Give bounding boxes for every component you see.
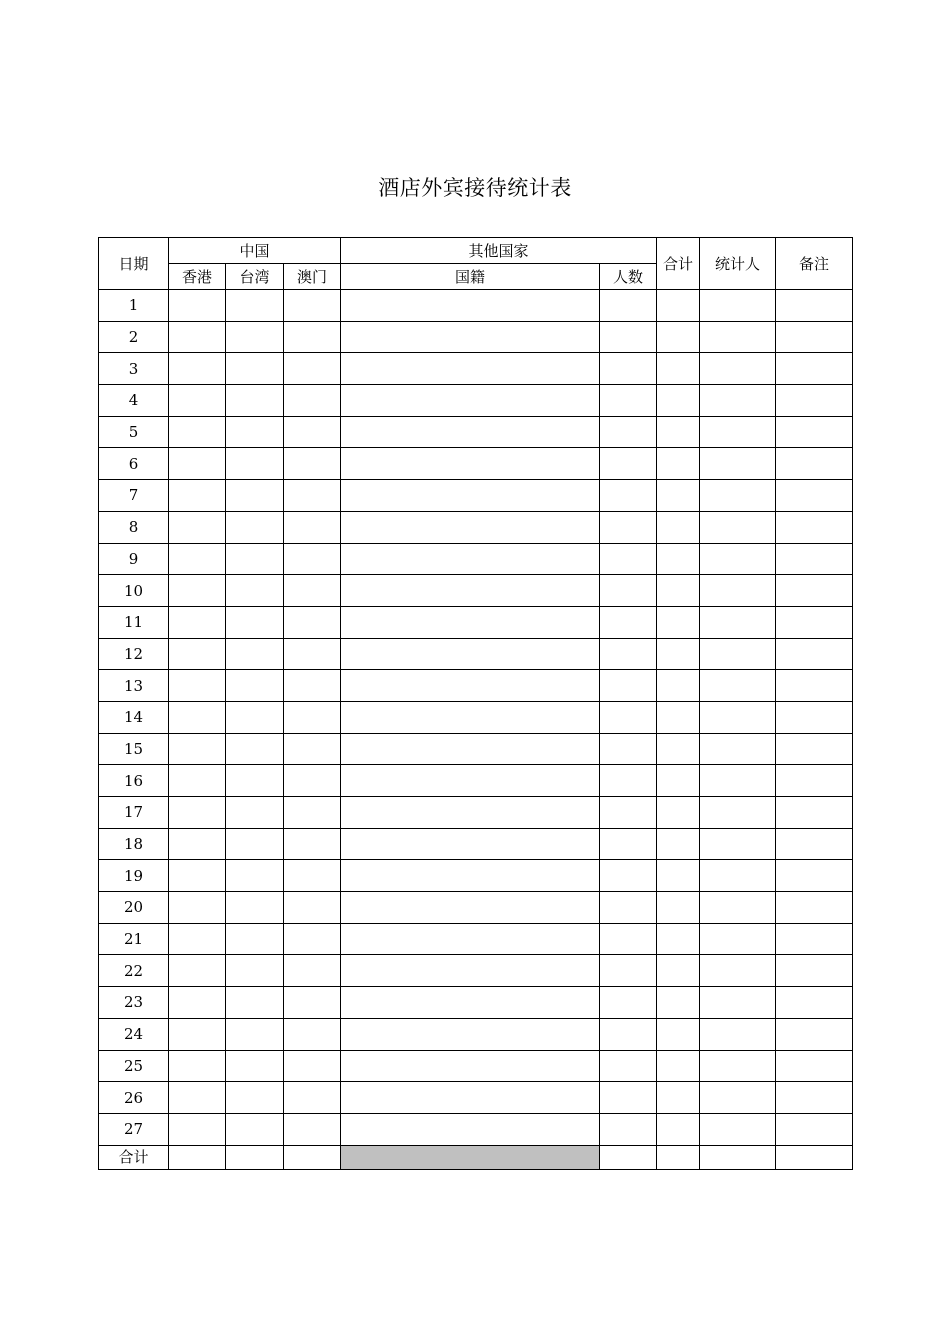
- remarks-cell[interactable]: [776, 480, 853, 512]
- remarks-cell[interactable]: [776, 797, 853, 829]
- recorder-cell[interactable]: [700, 670, 776, 702]
- page-title: 酒店外宾接待统计表: [378, 176, 572, 200]
- macau-cell[interactable]: [284, 797, 341, 829]
- taiwan-cell[interactable]: [226, 987, 284, 1019]
- table-row: [99, 385, 853, 417]
- date-cell: 18: [99, 828, 169, 860]
- taiwan-cell[interactable]: [226, 923, 284, 955]
- recorder-cell[interactable]: [700, 1018, 776, 1050]
- recorder-cell[interactable]: [700, 448, 776, 480]
- count-cell[interactable]: [600, 923, 657, 955]
- date-cell: 24: [99, 1018, 169, 1050]
- subtotal-cell[interactable]: [657, 575, 700, 607]
- table-row: [99, 1082, 853, 1114]
- hongkong-cell[interactable]: [169, 575, 226, 607]
- recorder-cell[interactable]: [700, 828, 776, 860]
- nationality-cell[interactable]: [341, 828, 600, 860]
- table-row: [99, 987, 853, 1019]
- macau-cell[interactable]: [284, 1050, 341, 1082]
- table-row: [99, 797, 853, 829]
- subtotal-cell[interactable]: [657, 955, 700, 987]
- hongkong-cell[interactable]: [169, 638, 226, 670]
- date-cell: 6: [99, 448, 169, 480]
- count-cell[interactable]: [600, 1082, 657, 1114]
- subtotal-cell[interactable]: [657, 511, 700, 543]
- count-cell[interactable]: [600, 606, 657, 638]
- nationality-cell[interactable]: [341, 353, 600, 385]
- nationality-cell[interactable]: [341, 511, 600, 543]
- subtotal-cell[interactable]: [657, 670, 700, 702]
- count-cell[interactable]: [600, 290, 657, 322]
- table-row: [99, 1113, 853, 1145]
- count-cell[interactable]: [600, 353, 657, 385]
- count-cell[interactable]: [600, 955, 657, 987]
- table-row: [99, 638, 853, 670]
- hongkong-cell[interactable]: [169, 765, 226, 797]
- macau-cell[interactable]: [284, 480, 341, 512]
- count-cell[interactable]: [600, 701, 657, 733]
- count-cell[interactable]: [600, 1113, 657, 1145]
- header-china: 中国: [169, 238, 341, 264]
- taiwan-cell[interactable]: [226, 1082, 284, 1114]
- recorder-cell[interactable]: [700, 321, 776, 353]
- total-count-cell[interactable]: [600, 1145, 657, 1169]
- remarks-cell[interactable]: [776, 416, 853, 448]
- nationality-cell[interactable]: [341, 638, 600, 670]
- date-cell: 9: [99, 543, 169, 575]
- taiwan-cell[interactable]: [226, 638, 284, 670]
- table-row: [99, 1018, 853, 1050]
- hongkong-cell[interactable]: [169, 955, 226, 987]
- table-row: [99, 955, 853, 987]
- count-cell[interactable]: [600, 543, 657, 575]
- hongkong-cell[interactable]: [169, 1050, 226, 1082]
- taiwan-cell[interactable]: [226, 575, 284, 607]
- nationality-cell[interactable]: [341, 797, 600, 829]
- nationality-cell[interactable]: [341, 575, 600, 607]
- hongkong-cell[interactable]: [169, 923, 226, 955]
- table-row: [99, 353, 853, 385]
- count-cell[interactable]: [600, 385, 657, 417]
- recorder-cell[interactable]: [700, 353, 776, 385]
- hongkong-cell[interactable]: [169, 733, 226, 765]
- recorder-cell[interactable]: [700, 1082, 776, 1114]
- nationality-cell[interactable]: [341, 860, 600, 892]
- subtotal-cell[interactable]: [657, 1018, 700, 1050]
- recorder-cell[interactable]: [700, 543, 776, 575]
- remarks-cell[interactable]: [776, 701, 853, 733]
- recorder-cell[interactable]: [700, 480, 776, 512]
- subtotal-cell[interactable]: [657, 1050, 700, 1082]
- subtotal-cell[interactable]: [657, 733, 700, 765]
- remarks-cell[interactable]: [776, 321, 853, 353]
- date-cell: 15: [99, 733, 169, 765]
- remarks-cell[interactable]: [776, 290, 853, 322]
- subtotal-cell[interactable]: [657, 701, 700, 733]
- nationality-cell[interactable]: [341, 987, 600, 1019]
- remarks-cell[interactable]: [776, 575, 853, 607]
- date-cell: 8: [99, 511, 169, 543]
- subtotal-cell[interactable]: [657, 353, 700, 385]
- recorder-cell[interactable]: [700, 955, 776, 987]
- table-row: [99, 923, 853, 955]
- macau-cell[interactable]: [284, 638, 341, 670]
- date-cell: 21: [99, 923, 169, 955]
- count-cell[interactable]: [600, 733, 657, 765]
- header-other-countries: 其他国家: [341, 238, 657, 264]
- count-cell[interactable]: [600, 575, 657, 607]
- visitor-stats-table: [98, 237, 853, 1170]
- nationality-cell[interactable]: [341, 892, 600, 924]
- recorder-cell[interactable]: [700, 892, 776, 924]
- recorder-cell[interactable]: [700, 511, 776, 543]
- date-cell: 5: [99, 416, 169, 448]
- macau-cell[interactable]: [284, 733, 341, 765]
- nationality-cell[interactable]: [341, 290, 600, 322]
- hongkong-cell[interactable]: [169, 606, 226, 638]
- remarks-cell[interactable]: [776, 638, 853, 670]
- taiwan-cell[interactable]: [226, 448, 284, 480]
- recorder-cell[interactable]: [700, 1113, 776, 1145]
- subtotal-cell[interactable]: [657, 385, 700, 417]
- header-subtotal: 合计: [657, 238, 700, 290]
- macau-cell[interactable]: [284, 575, 341, 607]
- subtotal-cell[interactable]: [657, 765, 700, 797]
- date-cell: 13: [99, 670, 169, 702]
- macau-cell[interactable]: [284, 448, 341, 480]
- macau-cell[interactable]: [284, 321, 341, 353]
- nationality-cell[interactable]: [341, 321, 600, 353]
- taiwan-cell[interactable]: [226, 1050, 284, 1082]
- recorder-cell[interactable]: [700, 860, 776, 892]
- table-row: [99, 701, 853, 733]
- subtotal-cell[interactable]: [657, 860, 700, 892]
- table-row: [99, 1050, 853, 1082]
- remarks-cell[interactable]: [776, 892, 853, 924]
- date-cell: 20: [99, 892, 169, 924]
- hongkong-cell[interactable]: [169, 892, 226, 924]
- total-label: 合计: [99, 1145, 169, 1169]
- count-cell[interactable]: [600, 860, 657, 892]
- hongkong-cell[interactable]: [169, 987, 226, 1019]
- recorder-cell[interactable]: [700, 575, 776, 607]
- taiwan-cell[interactable]: [226, 765, 284, 797]
- taiwan-cell[interactable]: [226, 353, 284, 385]
- subtotal-cell[interactable]: [657, 1113, 700, 1145]
- header-recorder: 统计人: [700, 238, 776, 290]
- total-nationality-cell: [341, 1145, 600, 1169]
- taiwan-cell[interactable]: [226, 511, 284, 543]
- subtotal-cell[interactable]: [657, 892, 700, 924]
- remarks-cell[interactable]: [776, 606, 853, 638]
- macau-cell[interactable]: [284, 606, 341, 638]
- date-cell: 11: [99, 606, 169, 638]
- date-cell: 27: [99, 1113, 169, 1145]
- remarks-cell[interactable]: [776, 955, 853, 987]
- subtotal-cell[interactable]: [657, 606, 700, 638]
- recorder-cell[interactable]: [700, 923, 776, 955]
- macau-cell[interactable]: [284, 828, 341, 860]
- hongkong-cell[interactable]: [169, 321, 226, 353]
- subtotal-cell[interactable]: [657, 321, 700, 353]
- subtotal-cell[interactable]: [657, 923, 700, 955]
- date-cell: 17: [99, 797, 169, 829]
- table-row: [99, 606, 853, 638]
- taiwan-cell[interactable]: [226, 955, 284, 987]
- nationality-cell[interactable]: [341, 480, 600, 512]
- date-cell: 3: [99, 353, 169, 385]
- hongkong-cell[interactable]: [169, 353, 226, 385]
- macau-cell[interactable]: [284, 1113, 341, 1145]
- total-recorder-cell[interactable]: [700, 1145, 776, 1169]
- table-row: [99, 733, 853, 765]
- macau-cell[interactable]: [284, 860, 341, 892]
- date-cell: 19: [99, 860, 169, 892]
- nationality-cell[interactable]: [341, 670, 600, 702]
- nationality-cell[interactable]: [341, 606, 600, 638]
- date-cell: 23: [99, 987, 169, 1019]
- recorder-cell[interactable]: [700, 1050, 776, 1082]
- hongkong-cell[interactable]: [169, 860, 226, 892]
- count-cell[interactable]: [600, 1050, 657, 1082]
- taiwan-cell[interactable]: [226, 321, 284, 353]
- remarks-cell[interactable]: [776, 733, 853, 765]
- table-row: [99, 543, 853, 575]
- date-cell: 22: [99, 955, 169, 987]
- remarks-cell[interactable]: [776, 448, 853, 480]
- date-cell: 10: [99, 575, 169, 607]
- nationality-cell[interactable]: [341, 1050, 600, 1082]
- remarks-cell[interactable]: [776, 543, 853, 575]
- count-cell[interactable]: [600, 416, 657, 448]
- hongkong-cell[interactable]: [169, 290, 226, 322]
- nationality-cell[interactable]: [341, 543, 600, 575]
- macau-cell[interactable]: [284, 1018, 341, 1050]
- hongkong-cell[interactable]: [169, 511, 226, 543]
- count-cell[interactable]: [600, 321, 657, 353]
- subtotal-cell[interactable]: [657, 1082, 700, 1114]
- nationality-cell[interactable]: [341, 733, 600, 765]
- table-row: [99, 765, 853, 797]
- macau-cell[interactable]: [284, 353, 341, 385]
- macau-cell[interactable]: [284, 543, 341, 575]
- hongkong-cell[interactable]: [169, 480, 226, 512]
- taiwan-cell[interactable]: [226, 480, 284, 512]
- date-cell: 12: [99, 638, 169, 670]
- remarks-cell[interactable]: [776, 860, 853, 892]
- nationality-cell[interactable]: [341, 765, 600, 797]
- total-subtotal-cell[interactable]: [657, 1145, 700, 1169]
- remarks-cell[interactable]: [776, 1113, 853, 1145]
- recorder-cell[interactable]: [700, 638, 776, 670]
- header-remarks: 备注: [776, 238, 853, 290]
- recorder-cell[interactable]: [700, 987, 776, 1019]
- hongkong-cell[interactable]: [169, 701, 226, 733]
- hongkong-cell[interactable]: [169, 828, 226, 860]
- macau-cell[interactable]: [284, 670, 341, 702]
- taiwan-cell[interactable]: [226, 733, 284, 765]
- header-count: 人数: [600, 264, 657, 290]
- taiwan-cell[interactable]: [226, 543, 284, 575]
- hongkong-cell[interactable]: [169, 797, 226, 829]
- header-nationality: 国籍: [341, 264, 600, 290]
- macau-cell[interactable]: [284, 385, 341, 417]
- macau-cell[interactable]: [284, 987, 341, 1019]
- count-cell[interactable]: [600, 511, 657, 543]
- subtotal-cell[interactable]: [657, 416, 700, 448]
- count-cell[interactable]: [600, 1018, 657, 1050]
- date-cell: 26: [99, 1082, 169, 1114]
- table-row: [99, 448, 853, 480]
- macau-cell[interactable]: [284, 955, 341, 987]
- total-hongkong-cell[interactable]: [169, 1145, 226, 1169]
- taiwan-cell[interactable]: [226, 606, 284, 638]
- nationality-cell[interactable]: [341, 955, 600, 987]
- macau-cell[interactable]: [284, 765, 341, 797]
- subtotal-cell[interactable]: [657, 987, 700, 1019]
- subtotal-cell[interactable]: [657, 638, 700, 670]
- nationality-cell[interactable]: [341, 385, 600, 417]
- table-row: [99, 860, 853, 892]
- count-cell[interactable]: [600, 670, 657, 702]
- taiwan-cell[interactable]: [226, 797, 284, 829]
- recorder-cell[interactable]: [700, 416, 776, 448]
- taiwan-cell[interactable]: [226, 828, 284, 860]
- remarks-cell[interactable]: [776, 511, 853, 543]
- header-date: 日期: [99, 238, 169, 290]
- nationality-cell[interactable]: [341, 701, 600, 733]
- nationality-cell[interactable]: [341, 416, 600, 448]
- table-row: [99, 511, 853, 543]
- subtotal-cell[interactable]: [657, 448, 700, 480]
- recorder-cell[interactable]: [700, 701, 776, 733]
- macau-cell[interactable]: [284, 923, 341, 955]
- header-macau: 澳门: [284, 264, 341, 290]
- subtotal-cell[interactable]: [657, 543, 700, 575]
- date-cell: 7: [99, 480, 169, 512]
- remarks-cell[interactable]: [776, 353, 853, 385]
- header-hongkong: 香港: [169, 264, 226, 290]
- count-cell[interactable]: [600, 828, 657, 860]
- recorder-cell[interactable]: [700, 290, 776, 322]
- subtotal-cell[interactable]: [657, 828, 700, 860]
- hongkong-cell[interactable]: [169, 385, 226, 417]
- recorder-cell[interactable]: [700, 797, 776, 829]
- count-cell[interactable]: [600, 638, 657, 670]
- count-cell[interactable]: [600, 987, 657, 1019]
- taiwan-cell[interactable]: [226, 1018, 284, 1050]
- remarks-cell[interactable]: [776, 1018, 853, 1050]
- taiwan-cell[interactable]: [226, 670, 284, 702]
- hongkong-cell[interactable]: [169, 448, 226, 480]
- recorder-cell[interactable]: [700, 733, 776, 765]
- hongkong-cell[interactable]: [169, 1113, 226, 1145]
- count-cell[interactable]: [600, 480, 657, 512]
- taiwan-cell[interactable]: [226, 860, 284, 892]
- remarks-cell[interactable]: [776, 828, 853, 860]
- hongkong-cell[interactable]: [169, 1082, 226, 1114]
- count-cell[interactable]: [600, 765, 657, 797]
- taiwan-cell[interactable]: [226, 290, 284, 322]
- macau-cell[interactable]: [284, 416, 341, 448]
- table-row: [99, 321, 853, 353]
- count-cell[interactable]: [600, 892, 657, 924]
- remarks-cell[interactable]: [776, 987, 853, 1019]
- remarks-cell[interactable]: [776, 923, 853, 955]
- hongkong-cell[interactable]: [169, 543, 226, 575]
- total-row: [99, 1145, 853, 1169]
- table-row: [99, 480, 853, 512]
- total-taiwan-cell[interactable]: [226, 1145, 284, 1169]
- total-remarks-cell[interactable]: [776, 1145, 853, 1169]
- table-row: [99, 416, 853, 448]
- nationality-cell[interactable]: [341, 1018, 600, 1050]
- nationality-cell[interactable]: [341, 1082, 600, 1114]
- table-row: [99, 892, 853, 924]
- macau-cell[interactable]: [284, 1082, 341, 1114]
- date-cell: 4: [99, 385, 169, 417]
- date-cell: 2: [99, 321, 169, 353]
- remarks-cell[interactable]: [776, 765, 853, 797]
- nationality-cell[interactable]: [341, 1113, 600, 1145]
- nationality-cell[interactable]: [341, 448, 600, 480]
- macau-cell[interactable]: [284, 701, 341, 733]
- macau-cell[interactable]: [284, 290, 341, 322]
- subtotal-cell[interactable]: [657, 797, 700, 829]
- taiwan-cell[interactable]: [226, 701, 284, 733]
- table-row: [99, 575, 853, 607]
- date-cell: 1: [99, 290, 169, 322]
- recorder-cell[interactable]: [700, 765, 776, 797]
- taiwan-cell[interactable]: [226, 1113, 284, 1145]
- remarks-cell[interactable]: [776, 385, 853, 417]
- remarks-cell[interactable]: [776, 1050, 853, 1082]
- date-cell: 14: [99, 701, 169, 733]
- table-row: [99, 828, 853, 860]
- header-taiwan: 台湾: [226, 264, 284, 290]
- subtotal-cell[interactable]: [657, 290, 700, 322]
- header-row-1: [99, 238, 853, 264]
- recorder-cell[interactable]: [700, 606, 776, 638]
- taiwan-cell[interactable]: [226, 892, 284, 924]
- hongkong-cell[interactable]: [169, 416, 226, 448]
- recorder-cell[interactable]: [700, 385, 776, 417]
- table-row: [99, 670, 853, 702]
- macau-cell[interactable]: [284, 892, 341, 924]
- taiwan-cell[interactable]: [226, 416, 284, 448]
- nationality-cell[interactable]: [341, 923, 600, 955]
- subtotal-cell[interactable]: [657, 480, 700, 512]
- count-cell[interactable]: [600, 448, 657, 480]
- taiwan-cell[interactable]: [226, 385, 284, 417]
- date-cell: 16: [99, 765, 169, 797]
- date-cell: 25: [99, 1050, 169, 1082]
- count-cell[interactable]: [600, 797, 657, 829]
- remarks-cell[interactable]: [776, 670, 853, 702]
- table-row: [99, 290, 853, 322]
- hongkong-cell[interactable]: [169, 1018, 226, 1050]
- total-macau-cell[interactable]: [284, 1145, 341, 1169]
- macau-cell[interactable]: [284, 511, 341, 543]
- hongkong-cell[interactable]: [169, 670, 226, 702]
- remarks-cell[interactable]: [776, 1082, 853, 1114]
